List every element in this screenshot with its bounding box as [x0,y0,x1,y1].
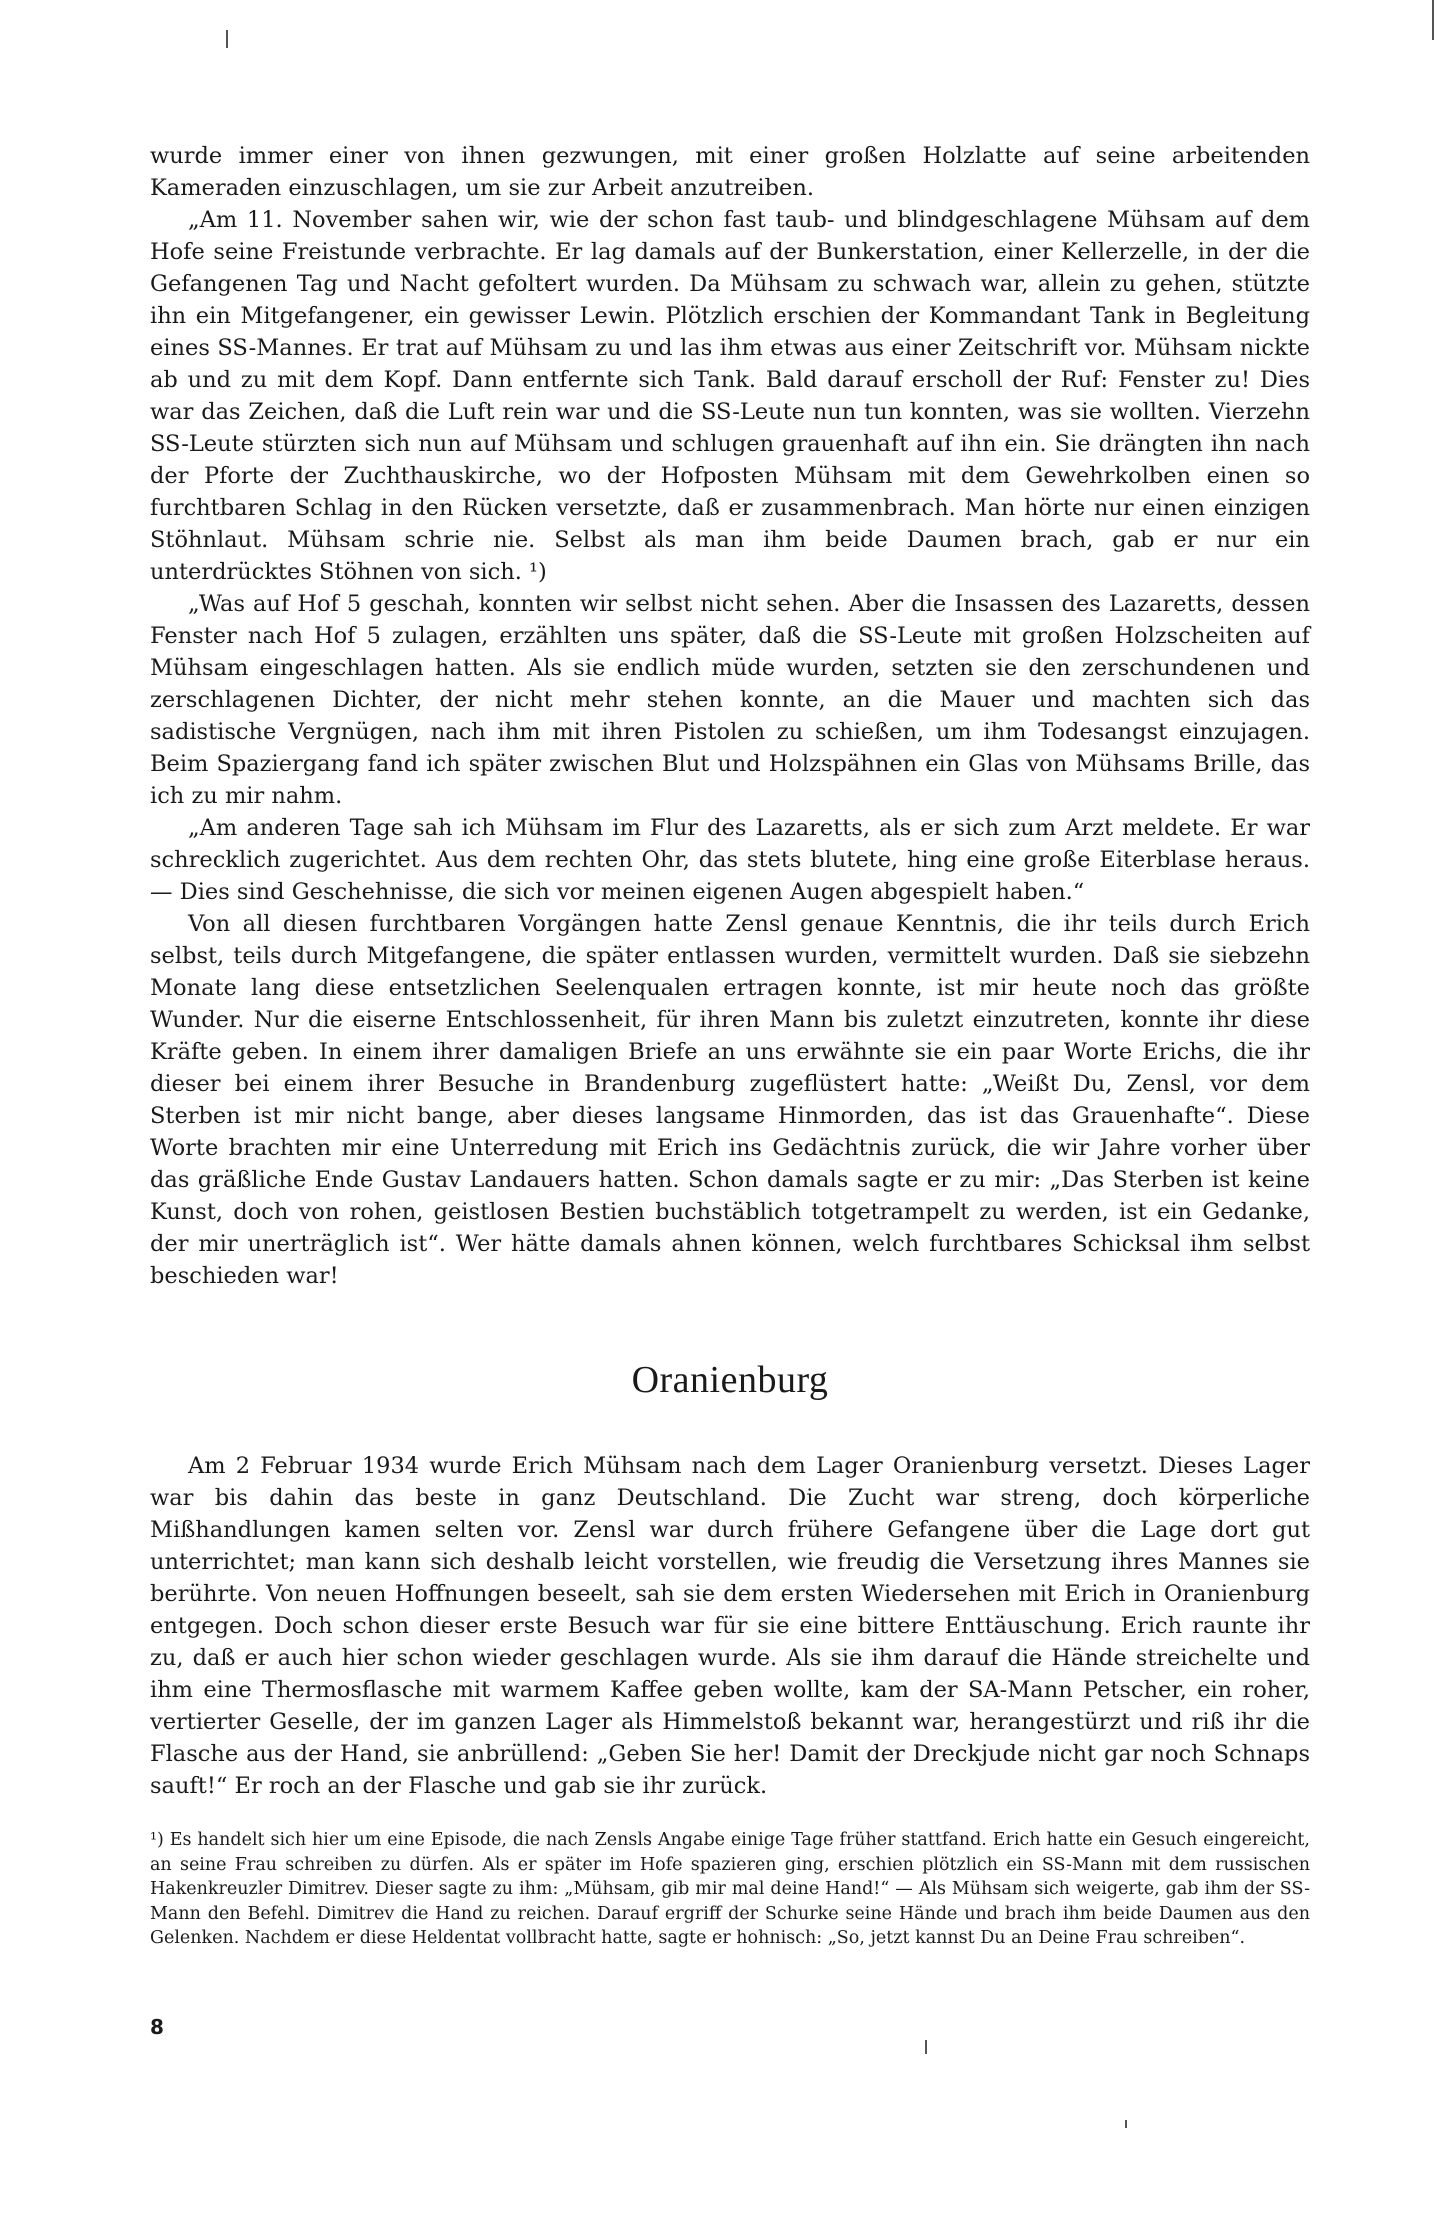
paragraph-oranienburg: Am 2 Februar 1934 wurde Erich Mühsam nach dem Lager Oranienburg versetzt. Dieses Lager war bis dahin das beste in ganz Deutschland. Die Zucht war streng, doch körperliche Mißhandlungen kamen selten vor. Zensl war durch frühere Gefangene über die Lage dort gut unterrichtet; man kann sich deshalb leicht vorstellen, wie freudig die Versetzung ihres Mannes sie berührte. Von neuen Hoffnungen beseelt, sah sie dem ersten Wiedersehen mit Erich in Oranienburg entgegen. Doch schon dieser erste Besuch war für sie eine bittere Enttäuschung. Erich raunte ihr zu, daß er auch hier schon wieder geschlagen wurde. Als sie ihm darauf die Hände streichelte und ihm eine Thermosflasche mit warmem Kaffee geben wollte, kam der SA-Mann Petscher, ein roher, vertierter Geselle, der im ganzen Lager als Himmelstoß bekannt war, herangestürzt und riß ihr die Flasche aus der Hand, sie anbrüllend: „Geben Sie her! Damit der Dreckjude nicht gar noch Schnaps sauft!“ Er roch an der Flasche und gab sie ihr zurück. [150,1453,1310,1799]
paragraph-continuation: wurde immer einer von ihnen gezwungen, mit einer großen Holzlatte auf seine arbeitenden Kameraden einzuschlagen, um sie zur Arbeit anzutreiben. [150,143,1310,201]
paragraph-zensl: Von all diesen furchtbaren Vorgängen hatte Zensl genaue Kenntnis, die ihr teils durch Erich selbst, teils durch Mitgefangene, die später entlassen wurden, vermittelt wurden. Daß sie siebzehn Monate lang diese entsetzlichen Seelenqualen ertragen konnte, ist mir heute noch das größte Wunder. Nur die eiserne Entschlossenheit, für ihren Mann bis zuletzt einzutreten, konnte ihr diese Kräfte geben. In einem ihrer damaligen Briefe an uns erwähnte sie ein paar Worte Erichs, die ihr dieser bei einem ihrer Besuche in Brandenburg zugeflüstert hatte: „Weißt Du, Zensl, vor dem Sterben ist mir nicht bange, aber dieses langsame Hinmorden, das ist das Grauenhafte“. Diese Worte brachten mir eine Unterredung mit Erich ins Gedächtnis zurück, die wir Jahre vorher über das gräßliche Ende Gustav Landauers hatten. Schon damals sagte er zu mir: „Das Sterben ist keine Kunst, doch von rohen, geistlosen Bestien buchstäblich totgetrampelt zu werden, ist ein Gedanke, der mir unerträglich ist“. Wer hätte damals ahnen können, welch furchtbares Schicksal ihm selbst beschieden war! [150,911,1310,1289]
section-title: Oranienburg [631,1359,829,1401]
scan-speck [1125,2120,1127,2128]
footnote-separator [150,1802,1310,1816]
page-number: 8 [150,2015,164,2039]
paragraph-lazarett: „Am anderen Tage sah ich Mühsam im Flur des Lazaretts, als er sich zum Arzt meldete. Er war schrecklich zugerichtet. Aus dem rechten Ohr, das stets blutete, hing eine große Eiterblase heraus. — Dies sind Geschehnisse, die sich vor meinen eigenen Augen abgespielt haben.“ [150,815,1310,905]
scan-speck [925,2040,927,2054]
scan-speck [226,30,228,48]
paragraph-hof-5: „Was auf Hof 5 geschah, konnten wir selbst nicht sehen. Aber die Insassen des Lazaretts, dessen Fenster nach Hof 5 zulagen, erzählten uns später, daß die SS-Leute mit großen Holzscheiten auf Mühsam eingeschlagen hatten. Als sie endlich müde wurden, setzten sie den zerschundenen und zerschlagenen Dichter, der nicht mehr stehen konnte, an die Mauer und machten sich das sadistische Vergnügen, nach ihm mit ihren Pistolen zu schießen, um ihm Todesangst einzujagen. Beim Spaziergang fand ich später zwischen Blut und Holzspähnen ein Glas von Mühsams Brille, das ich zu mir nahm. [150,591,1310,809]
page-body [150,140,1310,1951]
scan-speck [1432,0,1434,40]
paragraph-november-11: „Am 11. November sahen wir, wie der schon fast taub- und blindgeschlagene Mühsam auf dem Hofe seine Freistunde verbrachte. Er lag damals auf der Bunkerstation, einer Kellerzelle, in der die Gefangenen Tag und Nacht gefoltert wurden. Da Mühsam zu schwach war, allein zu gehen, stützte ihn ein Mitgefangener, ein gewisser Lewin. Plötzlich erschien der Kommandant Tank in Begleitung eines SS-Mannes. Er trat auf Mühsam zu und las ihm etwas aus einer Zeitschrift vor. Mühsam nickte ab und zu mit dem Kopf. Dann entfernte sich Tank. Bald darauf erscholl der Ruf: Fenster zu! Dies war das Zeichen, daß die Luft rein war und die SS-Leute nun tun konnten, was sie wollten. Vierzehn SS-Leute stürzten sich nun auf Mühsam und schlugen grauenhaft auf ihn ein. Sie drängten ihn nach der Pforte der Zuchthauskirche, wo der Hofposten Mühsam mit dem Gewehrkolben einen so furchtbaren Schlag in den Rücken versetzte, daß er zusammenbrach. Man hörte nur einen einzigen Stöhnlaut. Mühsam schrie nie. Selbst als man ihm beide Daumen brach, gab er nur ein unterdrücktes Stöhnen von sich. ¹) [150,207,1310,585]
footnote: ¹) Es handelt sich hier um eine Episode, die nach Zensls Angabe einige Tage früher stattfand. Erich hatte ein Gesuch eingereicht, an seine Frau schreiben zu dürfen. Als er später im Hofe spazieren ging, erschien plötzlich ein SS-Mann mit dem russischen Hakenkreuzler Dimitrev. Dieser sagte zu ihm: „Mühsam, gib mir mal deine Hand!“ — Als Mühsam sich weigerte, gab ihm der SS-Mann den Befehl. Dimitrev die Hand zu reichen. Darauf ergriff der Schurke seine Hände und brach ihm beide Daumen aus den Gelenken. Nachdem er diese Heldentat vollbracht hatte, sagte er hohnisch: „So, jetzt kannst Du an Deine Frau schreiben“. [150,1830,1310,1948]
